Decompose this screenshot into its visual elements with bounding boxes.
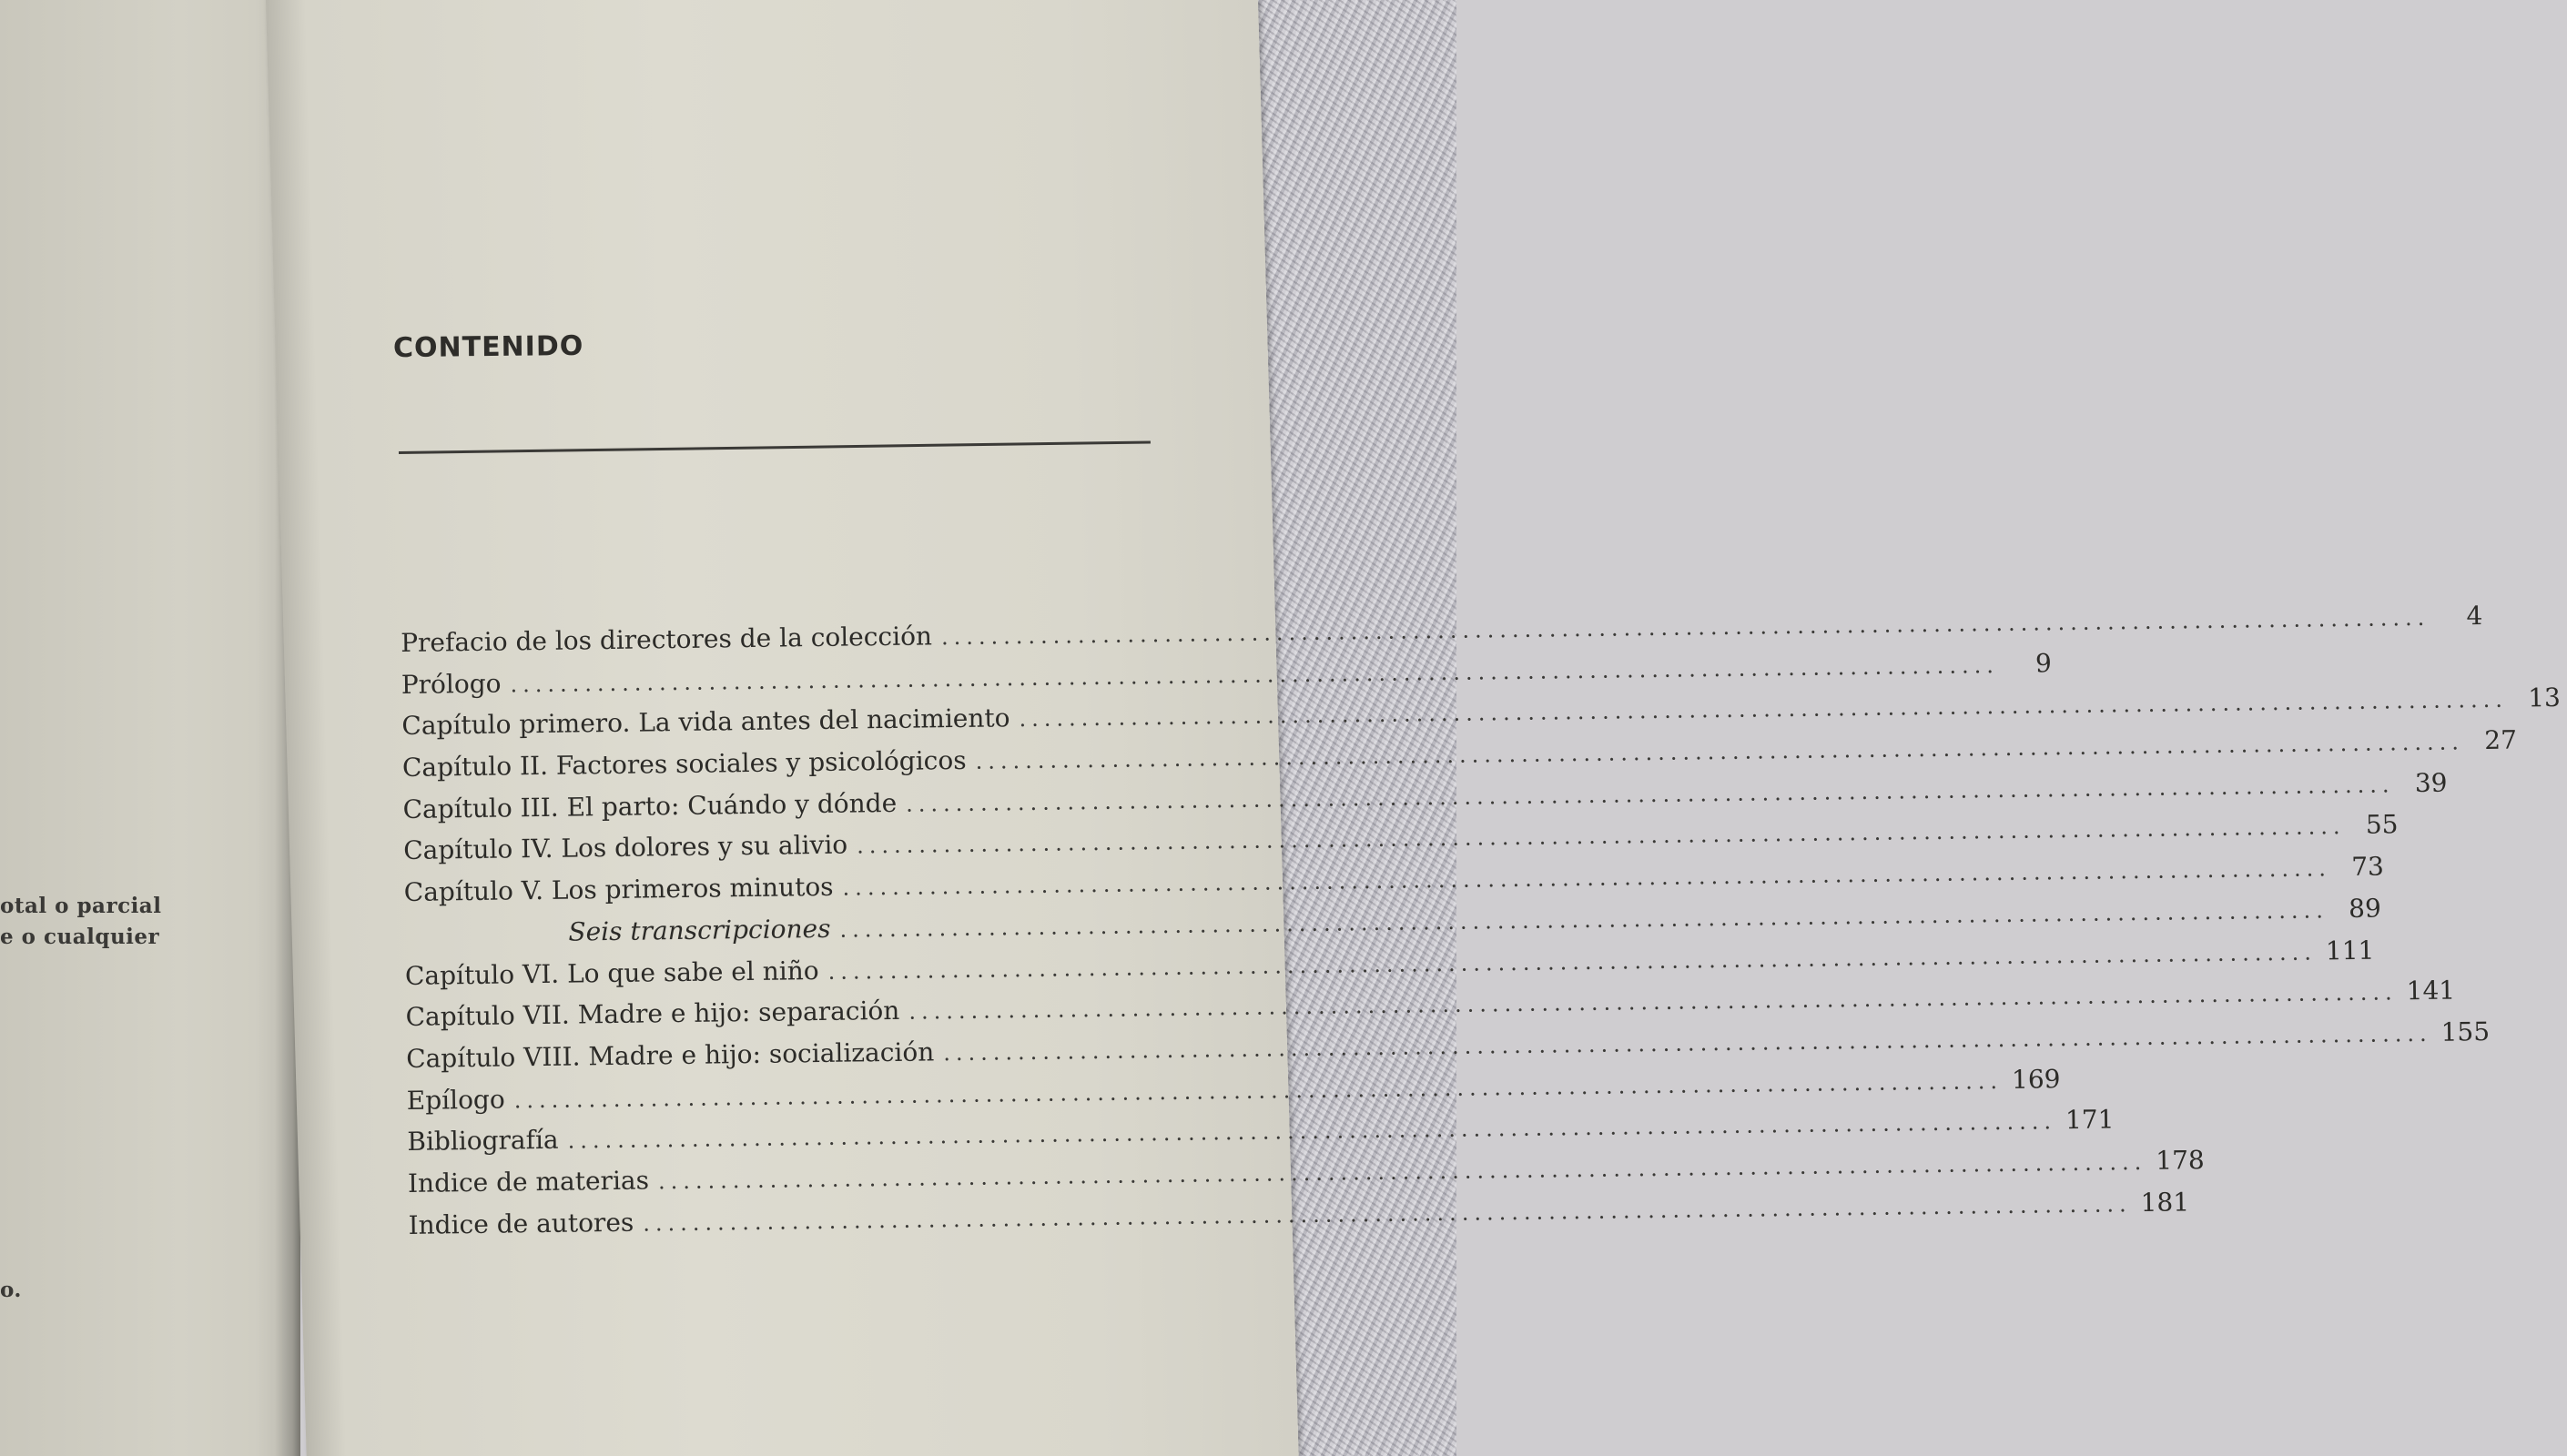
dot-leader: ........................................................................................................................ xyxy=(657,1148,2147,1195)
toc-entry-page-number: 169 xyxy=(2011,1063,2061,1095)
toc-entry-page-number: 4 xyxy=(2466,601,2483,632)
dot-leader: ........................................................................................................................ xyxy=(906,772,2395,817)
table-of-contents xyxy=(401,601,2562,1251)
dot-leader: ........................................................................................................................ xyxy=(940,604,2430,651)
toc-entry-page-number: 39 xyxy=(2414,767,2448,798)
left-page-fragment: e o cualquier xyxy=(0,925,160,949)
toc-entry-page-number: 155 xyxy=(2440,1016,2491,1047)
dot-leader: ........................................................................................................................ xyxy=(567,1108,2057,1154)
toc-entry-page-number: 171 xyxy=(2065,1104,2115,1136)
dot-leader: ........................................................................................................................ xyxy=(1019,687,2509,733)
toc-entry-title: Capítulo primero. La vida antes del nacimiento xyxy=(401,703,1010,742)
toc-entry-title: Indice de materias xyxy=(407,1165,650,1198)
toc-entry-title: Capítulo VIII. Madre e hijo: socialización xyxy=(405,1036,935,1074)
dot-leader: ........................................................................................................................ xyxy=(842,855,2332,901)
toc-entry-title: Capítulo II. Factores sociales y psicológicos xyxy=(401,744,967,784)
toc-entry-page-number: 111 xyxy=(2325,935,2375,966)
dot-leader: ........................................................................................................................ xyxy=(839,897,2329,943)
toc-entry-page-number: 141 xyxy=(2406,975,2456,1006)
left-page-fragment: otal o parcial xyxy=(0,894,162,918)
toc-entry-title: Bibliografía xyxy=(407,1125,559,1158)
toc-entry-title: Capítulo III. El parto: Cuándo y dónde xyxy=(402,787,898,824)
toc-entry-page-number: 178 xyxy=(2156,1145,2205,1176)
page-title: CONTENIDO xyxy=(392,329,584,365)
toc-entry-page-number: 181 xyxy=(2140,1186,2190,1218)
toc-entry-title: Prólogo xyxy=(401,668,502,700)
toc-entry-page-number: 73 xyxy=(2351,851,2385,883)
dot-leader: ........................................................................................................................ xyxy=(908,979,2398,1025)
left-page-fragment: o. xyxy=(0,1278,22,1302)
toc-entry-title: Capítulo VII. Madre e hijo: separación xyxy=(405,996,900,1033)
toc-entry-title: Seis transcripciones xyxy=(568,913,831,947)
toc-entry-page-number: 27 xyxy=(2484,724,2518,756)
facing-page xyxy=(0,0,300,1456)
toc-entry-title: Capítulo VI. Lo que sabe el niño xyxy=(404,955,819,991)
toc-entry-page-number: 55 xyxy=(2365,809,2399,841)
dot-leader: ........................................................................................................................ xyxy=(975,729,2465,774)
toc-entry-title: Indice de autores xyxy=(408,1207,634,1240)
toc-entry-title: Capítulo IV. Los dolores y su alivio xyxy=(402,830,848,866)
toc-entry-page-number: 89 xyxy=(2348,893,2382,924)
dot-leader: ........................................................................................................................ xyxy=(827,938,2318,985)
toc-entry-page-number: 9 xyxy=(2034,647,2053,679)
toc-entry-title: Epílogo xyxy=(406,1084,505,1116)
toc-entry-title: Capítulo V. Los primeros minutos xyxy=(403,871,834,908)
toc-entry-title: Prefacio de los directores de la colección xyxy=(401,621,933,658)
dot-leader: ........................................................................................................................ xyxy=(643,1190,2132,1237)
toc-entry-page-number: 13 xyxy=(2527,682,2562,713)
dot-leader: ........................................................................................................................ xyxy=(856,814,2346,859)
dot-leader: ........................................................................................................................ xyxy=(510,652,2000,698)
dot-leader: ........................................................................................................................ xyxy=(513,1067,2004,1113)
dot-leader: ........................................................................................................................ xyxy=(943,1020,2432,1067)
